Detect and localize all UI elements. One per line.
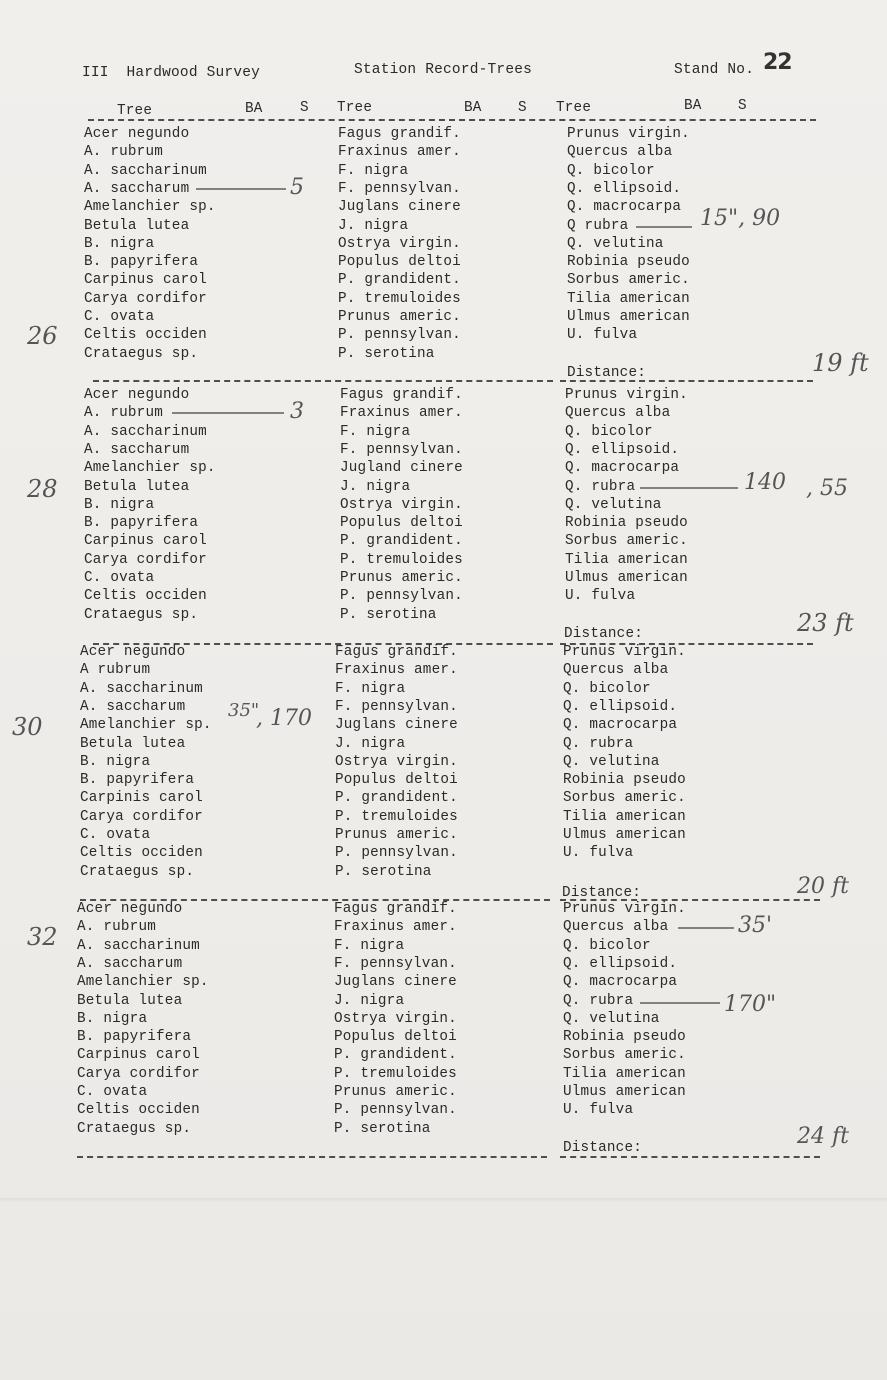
tree-species-entry: P. pennsylvan. [340,588,463,605]
tree-species-entry: Robinia pseudo [565,515,688,532]
tree-species-entry: P. tremuloides [335,808,458,825]
tree-species-entry: Celtis occiden [84,327,207,344]
tree-species-entry: Fagus grandif. [338,126,461,142]
tree-species-entry: F. pennsylvan. [335,698,458,715]
tree-species-entry: P. grandident. [340,533,463,550]
tree-species-entry: A. saccharum [80,698,186,715]
tree-species-entry: A. rubrum [84,144,164,161]
hw-pointer-line [196,188,286,190]
tree-species-entry: Betula lutea [80,735,186,752]
tree-species-entry: A. saccharum [84,180,190,197]
hw-note-4a: 35' [738,913,773,938]
tree-species-entry: J. nigra [335,735,406,752]
tree-species-entry: Q. velutina [563,753,660,770]
tree-species-entry: Robinia pseudo [567,254,690,271]
tree-species-entry: J. nigra [334,992,405,1009]
paper-fold [0,1198,887,1202]
distance-label: Distance: [562,885,642,901]
tree-species-entry: F. pennsylvan. [338,180,461,197]
tree-species-entry: Betula lutea [77,992,183,1009]
tree-species-entry: Prunus americ. [335,827,458,843]
tree-species-entry: Tilia american [567,290,690,307]
tree-species-entry: Q. velutina [567,235,664,252]
tree-species-entry: P. pennsylvan. [335,845,458,862]
form-title: Station Record-Trees [354,62,533,78]
tree-species-entry: Ostrya virgin. [340,496,463,513]
tree-species-entry: Carya cordifor [80,808,203,825]
tree-species-entry: Q. macrocarpa [563,717,678,734]
hw-station-4: 32 [27,923,58,951]
tree-species-entry: Populus deltoi [334,1029,457,1046]
tree-species-entry: U. fulva [567,327,638,344]
tree-species-entry: Sorbus americ. [567,272,690,289]
tree-species-entry: F. nigra [334,937,405,954]
tree-species-entry: Robinia pseudo [563,772,686,789]
tree-species-entry: P. serotina [340,606,437,623]
tree-species-entry: B. nigra [84,496,155,513]
hw-note-2c: , 55 [806,476,848,501]
tree-species-entry: Prunus virgin. [565,387,688,403]
col-header-tree-1: Tree [117,103,153,119]
tree-species-entry: Betula lutea [84,217,190,234]
tree-species-entry: Celtis occiden [77,1102,200,1119]
tree-species-entry: Amelanchier sp. [84,199,216,216]
tree-species-entry: P. serotina [338,345,435,362]
tree-species-entry: Acer negundo [84,126,190,142]
tree-species-entry: Robinia pseudo [563,1029,686,1046]
tree-species-entry: F. pennsylvan. [340,441,463,458]
col-header-ba-2: BA [464,100,482,116]
tree-species-entry: Q. rubra [563,992,634,1009]
hw-pointer-line [640,1002,720,1004]
hw-pointer-line [640,487,738,489]
hw-note-3a: 35" [228,700,260,721]
tree-species-entry: Acer negundo [77,901,183,917]
tree-species-entry: Acer negundo [80,644,186,660]
tree-species-entry: Q. ellipsoid. [563,698,678,715]
tree-species-entry: Crataegus sp. [84,345,199,362]
tree-species-entry: A. saccharinum [77,937,200,954]
tree-species-entry: Q. ellipsoid. [565,441,680,458]
tree-species-entry: A. saccharinum [84,162,207,179]
tree-species-entry: Quercus alba [563,662,669,679]
tree-species-entry: B. nigra [77,1010,148,1027]
tree-species-entry: Ostrya virgin. [338,235,461,252]
hw-station-1: 26 [27,322,58,350]
tree-species-entry: A. saccharum [84,441,190,458]
tree-species-entry: Fraxinus amer. [334,919,457,936]
tree-species-entry: C. ovata [84,570,155,586]
tree-species-entry: Q. bicolor [563,937,651,954]
tree-species-entry: Q. bicolor [563,680,651,697]
tree-species-entry: J. nigra [340,478,411,495]
tree-species-entry: Q. macrocarpa [565,460,680,477]
col-header-tree-3: Tree [556,100,592,116]
header-dashed-rule [88,119,816,121]
tree-species-entry: Ulmus american [563,1084,686,1100]
tree-species-entry: P. tremuloides [338,290,461,307]
stand-number: 22 [763,50,792,75]
tree-species-entry: Q. velutina [565,496,662,513]
tree-species-entry: Populus deltoi [338,254,461,271]
tree-species-entry: A. saccharinum [84,423,207,440]
tree-species-entry: Fagus grandif. [334,901,457,917]
tree-species-entry: Juglans cinere [335,717,458,734]
tree-species-entry: F. pennsylvan. [334,955,457,972]
tree-species-entry: J. nigra [338,217,409,234]
tree-species-entry: P. grandident. [334,1047,457,1064]
tree-species-entry: P. tremuloides [340,551,463,568]
tree-species-entry: Quercus alba [563,919,669,936]
tree-species-entry: Amelanchier sp. [84,460,216,477]
block-dashed-rule [560,380,813,382]
tree-species-entry: Celtis occiden [80,845,203,862]
distance-label: Distance: [567,365,647,381]
tree-species-entry: P. grandident. [338,272,461,289]
tree-species-entry: U. fulva [563,845,634,862]
tree-species-entry: C. ovata [80,827,151,843]
tree-species-entry: Carya cordifor [77,1065,200,1082]
tree-species-entry: P. grandident. [335,790,458,807]
tree-species-entry: F. nigra [338,162,409,179]
tree-species-entry: Betula lutea [84,478,190,495]
tree-species-entry: F. nigra [340,423,411,440]
hw-pointer-line [172,412,284,414]
hw-note-1a: 5 [290,175,304,200]
tree-species-entry: Tilia american [563,808,686,825]
hw-note-4b: 170" [724,992,777,1017]
tree-species-entry: A. rubrum [84,405,164,422]
tree-species-entry: Ulmus american [563,827,686,843]
tree-species-entry: Q. velutina [563,1010,660,1027]
tree-species-entry: B. nigra [80,753,151,770]
hw-note-2a: 3 [290,399,304,424]
tree-species-entry: Q. bicolor [565,423,653,440]
tree-species-entry: Carpinus carol [84,272,207,289]
tree-species-entry: Q rubra [567,217,629,234]
distance-label: Distance: [564,626,644,642]
tree-species-entry: Fraxinus amer. [335,662,458,679]
col-header-s-3: S [738,98,747,114]
tree-species-entry: Fagus grandif. [340,387,463,403]
hw-station-3: 30 [12,713,43,741]
tree-species-entry: Q. bicolor [567,162,655,179]
tree-species-entry: Prunus americ. [340,570,463,586]
tree-species-entry: Crataegus sp. [80,863,195,880]
col-header-ba-3: BA [684,98,702,114]
tree-species-entry: Q. rubra [563,735,634,752]
block-dashed-rule [560,1156,820,1158]
tree-species-entry: Juglans cinere [334,974,457,991]
hw-note-2b: 140 [744,470,786,495]
tree-species-entry: B. papyrifera [84,515,199,532]
tree-species-entry: Carpinus carol [84,533,207,550]
tree-species-entry: B. nigra [84,235,155,252]
col-header-ba-1: BA [245,101,263,117]
tree-species-entry: Prunus virgin. [563,901,686,917]
tree-species-entry: A. saccharinum [80,680,203,697]
col-header-tree-2: Tree [337,100,373,116]
tree-species-entry: Sorbus americ. [565,533,688,550]
tree-species-entry: Crataegus sp. [77,1120,192,1137]
tree-species-entry: Sorbus americ. [563,1047,686,1064]
tree-species-entry: Populus deltoi [335,772,458,789]
survey-title: III Hardwood Survey [82,65,261,81]
tree-species-entry: Q. macrocarpa [563,974,678,991]
tree-species-entry: Q. rubra [565,478,636,495]
tree-species-entry: Prunus virgin. [563,644,686,660]
distance-label: Distance: [563,1140,643,1156]
tree-species-entry: C. ovata [84,309,155,325]
tree-species-entry: C. ovata [77,1084,148,1100]
hw-pointer-line [636,226,692,228]
hw-distance-1: 19 ft [812,349,869,377]
tree-species-entry: Carya cordifor [84,551,207,568]
tree-species-entry: Prunus americ. [334,1084,457,1100]
tree-species-entry: A rubrum [80,662,151,679]
tree-species-entry: Quercus alba [567,144,673,161]
hw-note-3b: , 170 [256,706,312,731]
tree-species-entry: P. pennsylvan. [334,1102,457,1119]
tree-species-entry: Populus deltoi [340,515,463,532]
stand-label: Stand No. [674,62,755,78]
tree-species-entry: Sorbus americ. [563,790,686,807]
tree-species-entry: A. rubrum [77,919,157,936]
tree-species-entry: U. fulva [565,588,636,605]
tree-species-entry: A. saccharum [77,955,183,972]
tree-species-entry: P. serotina [334,1120,431,1137]
tree-species-entry: Celtis occiden [84,588,207,605]
col-header-s-2: S [518,100,527,116]
hw-pointer-line [678,927,734,929]
block-dashed-rule [93,380,553,382]
tree-species-entry: Carpinis carol [80,790,203,807]
tree-species-entry: P. tremuloides [334,1065,457,1082]
tree-species-entry: F. nigra [335,680,406,697]
tree-species-entry: Amelanchier sp. [80,717,212,734]
tree-species-entry: Fraxinus amer. [340,405,463,422]
tree-species-entry: Prunus americ. [338,309,461,325]
hw-distance-4: 24 ft [797,1124,849,1149]
tree-species-entry: Carya cordifor [84,290,207,307]
tree-species-entry: Amelanchier sp. [77,974,209,991]
tree-species-entry: Ulmus american [567,309,690,325]
tree-species-entry: Ostrya virgin. [335,753,458,770]
tree-species-entry: P. pennsylvan. [338,327,461,344]
tree-species-entry: Quercus alba [565,405,671,422]
tree-species-entry: B. papyrifera [84,254,199,271]
tree-species-entry: Q. ellipsoid. [563,955,678,972]
tree-species-entry: P. serotina [335,863,432,880]
tree-species-entry: Tilia american [565,551,688,568]
tree-species-entry: B. papyrifera [80,772,195,789]
tree-species-entry: Prunus virgin. [567,126,690,142]
tree-species-entry: Ulmus american [565,570,688,586]
hw-distance-2: 23 ft [797,609,854,637]
tree-species-entry: Ostrya virgin. [334,1010,457,1027]
tree-species-entry: B. papyrifera [77,1029,192,1046]
tree-species-entry: Carpinus carol [77,1047,200,1064]
tree-species-entry: Jugland cinere [340,460,463,477]
block-dashed-rule [77,1156,547,1158]
tree-species-entry: Fagus grandif. [335,644,458,660]
tree-species-entry: Crataegus sp. [84,606,199,623]
tree-species-entry: Fraxinus amer. [338,144,461,161]
tree-species-entry: U. fulva [563,1102,634,1119]
tree-species-entry: Tilia american [563,1065,686,1082]
tree-species-entry: Acer negundo [84,387,190,403]
hw-station-2: 28 [27,475,58,503]
tree-species-entry: Q. ellipsoid. [567,180,682,197]
col-header-s-1: S [300,100,309,116]
tree-species-entry: Juglans cinere [338,199,461,216]
tree-species-entry: Q. macrocarpa [567,199,682,216]
hw-note-1b: 15", 90 [700,206,781,231]
hw-distance-3: 20 ft [797,874,849,899]
